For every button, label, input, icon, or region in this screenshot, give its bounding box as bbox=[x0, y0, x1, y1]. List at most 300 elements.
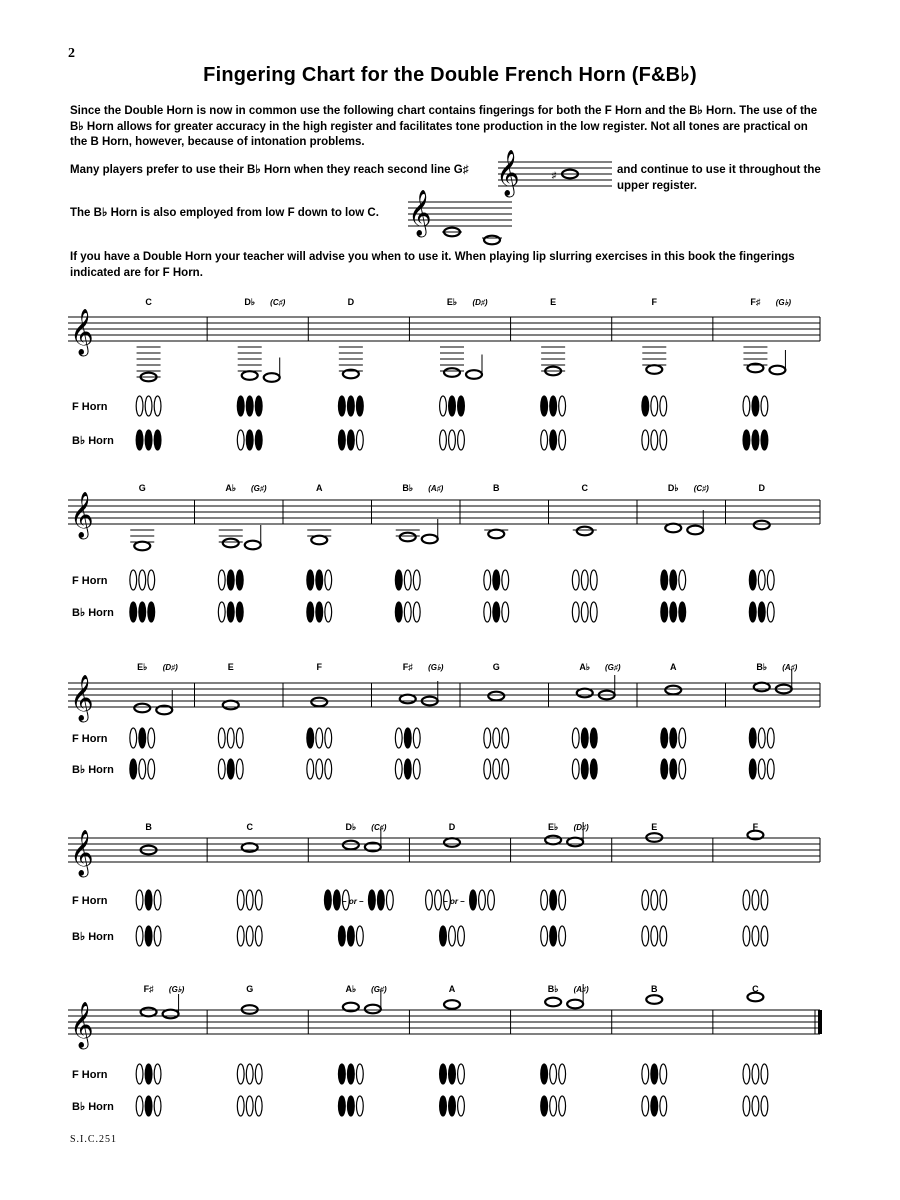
f-horn-valve bbox=[758, 570, 765, 590]
bb-horn-valve bbox=[758, 759, 765, 779]
f-horn-valve bbox=[136, 890, 143, 910]
f-horn-valve bbox=[651, 890, 658, 910]
page-title: Fingering Chart for the Double French Horn (F&B♭) bbox=[203, 64, 697, 86]
bb-horn-valve bbox=[145, 926, 152, 946]
note-head bbox=[134, 704, 150, 713]
bb-horn-valve bbox=[145, 1096, 152, 1116]
f-horn-valve bbox=[395, 570, 402, 590]
note-name: B♭ bbox=[402, 483, 414, 493]
bb-horn-valve bbox=[761, 430, 768, 450]
f-horn-valve bbox=[413, 570, 420, 590]
bb-horn-valve bbox=[395, 602, 402, 622]
f-horn-valve bbox=[255, 396, 262, 416]
bb-horn-valve bbox=[660, 1096, 667, 1116]
bb-horn-valve bbox=[670, 602, 677, 622]
bb-horn-valve bbox=[458, 1096, 465, 1116]
note-head bbox=[311, 536, 327, 545]
f-horn-valve bbox=[484, 728, 491, 748]
note-name: F bbox=[651, 297, 658, 307]
f-horn-valve bbox=[130, 728, 137, 748]
bb-horn-valve bbox=[541, 430, 548, 450]
f-horn-valve bbox=[541, 396, 548, 416]
intro-paragraph-1: Since the Double Horn is now in common use the following chart contains fingerings for both the F Horn and the B♭ Horn. The use of the B♭ Horn allows for greater accuracy in the high register and facilitates tone production in the low register. Not all tones are practical on the B Horn, however, because of intonation problems. bbox=[70, 105, 818, 148]
bb-horn-valve bbox=[458, 430, 465, 450]
f-horn-valve bbox=[749, 728, 756, 748]
treble-clef-icon: 𝄞 bbox=[70, 675, 94, 721]
f-horn-valve bbox=[749, 570, 756, 590]
note-name: B bbox=[145, 822, 152, 832]
bb-horn-valve bbox=[356, 926, 363, 946]
note-head bbox=[242, 1005, 258, 1014]
f-horn-valve bbox=[550, 890, 557, 910]
enharmonic-note-head bbox=[163, 1010, 179, 1019]
note-head bbox=[400, 533, 416, 542]
bb-horn-valve bbox=[347, 926, 354, 946]
f-horn-valve bbox=[246, 396, 253, 416]
bb-horn-valve bbox=[136, 926, 143, 946]
f-horn-valve bbox=[139, 728, 146, 748]
f-horn-valve bbox=[541, 890, 548, 910]
bb-horn-valve bbox=[316, 759, 323, 779]
note-enharmonic: (A♯) bbox=[782, 663, 798, 672]
note-name: C bbox=[581, 483, 588, 493]
note-name: D♭ bbox=[244, 297, 256, 307]
f-horn-valve bbox=[752, 890, 759, 910]
f-horn-valve bbox=[559, 1064, 566, 1084]
note-name: D♭ bbox=[667, 483, 679, 493]
bb-horn-valve bbox=[651, 926, 658, 946]
bb-horn-valve bbox=[749, 759, 756, 779]
bb-horn-valve bbox=[502, 759, 509, 779]
f-horn-valve bbox=[227, 728, 234, 748]
note-name: E♭ bbox=[548, 822, 559, 832]
f-horn-valve bbox=[559, 396, 566, 416]
f-horn-valve-alt bbox=[488, 890, 495, 910]
bb-horn-valve bbox=[581, 602, 588, 622]
inline-note-low-c bbox=[484, 236, 500, 245]
bb-horn-valve bbox=[590, 602, 597, 622]
note-head bbox=[665, 686, 681, 695]
f-horn-valve bbox=[338, 396, 345, 416]
note-head bbox=[400, 695, 416, 704]
treble-clef-icon: 𝄞 bbox=[70, 492, 94, 538]
bb-horn-valve bbox=[642, 430, 649, 450]
bb-horn-valve bbox=[679, 759, 686, 779]
note-head bbox=[545, 836, 561, 845]
bb-horn-valve bbox=[642, 926, 649, 946]
bb-horn-valve bbox=[767, 602, 774, 622]
f-horn-valve bbox=[324, 890, 331, 910]
bb-horn-valve bbox=[154, 430, 161, 450]
bb-horn-valve bbox=[502, 602, 509, 622]
note-head bbox=[223, 539, 239, 548]
f-horn-valve-alt bbox=[386, 890, 393, 910]
note-name: B♭ bbox=[756, 662, 768, 672]
bb-horn-valve bbox=[154, 1096, 161, 1116]
bb-horn-valve bbox=[154, 926, 161, 946]
bb-horn-valve bbox=[752, 430, 759, 450]
f-horn-valve bbox=[761, 396, 768, 416]
note-name: D bbox=[758, 483, 765, 493]
enharmonic-note-head bbox=[365, 1005, 381, 1014]
note-name: E♭ bbox=[446, 297, 458, 307]
f-horn-valve bbox=[145, 1064, 152, 1084]
bb-horn-valve bbox=[413, 759, 420, 779]
f-horn-valve bbox=[761, 1064, 768, 1084]
note-name: E bbox=[227, 662, 234, 672]
f-horn-valve bbox=[347, 1064, 354, 1084]
f-horn-valve bbox=[307, 570, 314, 590]
bb-horn-valve bbox=[255, 926, 262, 946]
bb-horn-valve bbox=[307, 602, 314, 622]
bb-horn-valve bbox=[449, 926, 456, 946]
or-label: – or – bbox=[443, 897, 465, 906]
note-head bbox=[141, 1008, 157, 1017]
f-horn-valve bbox=[130, 570, 137, 590]
f-horn-valve bbox=[356, 396, 363, 416]
bb-horn-valve bbox=[449, 430, 456, 450]
or-label: – or – bbox=[342, 897, 364, 906]
bb-horn-valve bbox=[237, 430, 244, 450]
bb-horn-valve bbox=[651, 1096, 658, 1116]
enharmonic-note-head bbox=[245, 541, 261, 550]
note-name: D♭ bbox=[345, 822, 357, 832]
f-horn-valve bbox=[550, 1064, 557, 1084]
note-name: C bbox=[246, 822, 253, 832]
bb-horn-valve bbox=[136, 1096, 143, 1116]
note-head bbox=[665, 524, 681, 533]
bb-horn-valve bbox=[130, 602, 137, 622]
bb-horn-valve bbox=[218, 759, 225, 779]
f-horn-valve bbox=[316, 728, 323, 748]
bb-horn-valve bbox=[743, 1096, 750, 1116]
note-name: F♯ bbox=[402, 662, 413, 672]
row-label-bb-horn: B♭ Horn bbox=[72, 931, 114, 943]
f-horn-valve bbox=[154, 396, 161, 416]
f-horn-valve bbox=[145, 396, 152, 416]
note-head bbox=[488, 692, 504, 701]
bb-horn-valve bbox=[590, 759, 597, 779]
bb-horn-valve bbox=[679, 602, 686, 622]
note-enharmonic: (G♯) bbox=[371, 985, 387, 994]
note-name: B bbox=[651, 984, 658, 994]
note-head bbox=[242, 371, 258, 380]
f-horn-valve bbox=[404, 728, 411, 748]
f-horn-valve bbox=[590, 728, 597, 748]
note-name: F♯ bbox=[143, 984, 154, 994]
f-horn-valve bbox=[218, 570, 225, 590]
f-horn-valve bbox=[316, 570, 323, 590]
enharmonic-note-head bbox=[567, 838, 583, 847]
note-head bbox=[646, 365, 662, 374]
row-label-bb-horn: B♭ Horn bbox=[72, 435, 114, 447]
note-name: A♭ bbox=[345, 984, 357, 994]
f-horn-valve bbox=[154, 890, 161, 910]
f-horn-valve bbox=[307, 728, 314, 748]
bb-horn-valve bbox=[130, 759, 137, 779]
note-enharmonic: (C♯) bbox=[693, 484, 709, 493]
f-horn-valve bbox=[660, 396, 667, 416]
bb-horn-valve bbox=[440, 430, 447, 450]
note-enharmonic: (G♭) bbox=[428, 663, 444, 672]
intro-paragraph-4: If you have a Double Horn your teacher will advise you when to use it. When playing lip slurring exercises in this book the fingerings indicated are for F Horn. bbox=[70, 251, 795, 279]
f-horn-valve bbox=[333, 890, 340, 910]
bb-horn-valve bbox=[148, 759, 155, 779]
treble-clef-icon: 𝄞 bbox=[70, 309, 94, 355]
f-horn-valve bbox=[642, 1064, 649, 1084]
f-horn-valve bbox=[670, 570, 677, 590]
f-horn-valve bbox=[767, 570, 774, 590]
bb-horn-valve bbox=[338, 1096, 345, 1116]
bb-horn-valve bbox=[449, 1096, 456, 1116]
note-name: D bbox=[448, 822, 456, 832]
note-name: A bbox=[316, 483, 323, 493]
f-horn-valve bbox=[145, 890, 152, 910]
f-horn-valve bbox=[502, 570, 509, 590]
note-name: F bbox=[752, 822, 759, 832]
bb-horn-valve bbox=[139, 759, 146, 779]
note-head bbox=[646, 995, 662, 1004]
f-horn-valve bbox=[325, 570, 332, 590]
row-label-bb-horn: B♭ Horn bbox=[72, 1101, 114, 1113]
bb-horn-valve bbox=[541, 926, 548, 946]
bb-horn-valve bbox=[761, 1096, 768, 1116]
f-horn-valve bbox=[440, 1064, 447, 1084]
f-horn-valve bbox=[154, 1064, 161, 1084]
f-horn-valve bbox=[670, 728, 677, 748]
bb-horn-valve bbox=[347, 430, 354, 450]
bb-horn-valve bbox=[395, 759, 402, 779]
bb-horn-valve bbox=[255, 430, 262, 450]
f-horn-valve bbox=[761, 890, 768, 910]
row-label-f-horn: F Horn bbox=[72, 575, 108, 587]
f-horn-valve bbox=[338, 1064, 345, 1084]
note-head bbox=[754, 683, 770, 692]
f-horn-valve bbox=[484, 570, 491, 590]
note-head bbox=[488, 530, 504, 539]
f-horn-valve bbox=[541, 1064, 548, 1084]
bb-horn-valve bbox=[670, 759, 677, 779]
note-name: C bbox=[145, 297, 152, 307]
f-horn-valve bbox=[752, 396, 759, 416]
note-enharmonic: (G♭) bbox=[775, 298, 792, 307]
bb-horn-valve bbox=[572, 759, 579, 779]
bb-horn-valve bbox=[550, 430, 557, 450]
f-horn-valve bbox=[139, 570, 146, 590]
bb-horn-valve bbox=[758, 602, 765, 622]
f-horn-valve bbox=[559, 890, 566, 910]
note-head bbox=[444, 1000, 460, 1009]
note-enharmonic: (C♯) bbox=[371, 823, 387, 832]
note-name: A bbox=[670, 662, 677, 672]
bb-horn-valve bbox=[338, 926, 345, 946]
bb-horn-valve bbox=[413, 602, 420, 622]
f-horn-valve bbox=[550, 396, 557, 416]
note-head bbox=[646, 833, 662, 842]
f-horn-valve bbox=[581, 728, 588, 748]
note-head bbox=[343, 841, 359, 850]
note-name: D bbox=[347, 297, 355, 307]
enharmonic-note-head bbox=[687, 526, 703, 535]
f-horn-valve bbox=[218, 728, 225, 748]
bb-horn-valve bbox=[651, 430, 658, 450]
bb-horn-valve bbox=[316, 602, 323, 622]
treble-clef-icon: 𝄞 bbox=[70, 830, 94, 876]
note-enharmonic: (G♯) bbox=[604, 663, 621, 672]
f-horn-valve bbox=[426, 890, 433, 910]
sharp-icon: ♯ bbox=[551, 170, 557, 180]
note-enharmonic: (A♯) bbox=[573, 985, 589, 994]
treble-clef-icon: 𝄞 bbox=[496, 150, 520, 196]
f-horn-valve bbox=[651, 1064, 658, 1084]
f-horn-valve bbox=[660, 1064, 667, 1084]
bb-horn-valve bbox=[761, 926, 768, 946]
f-horn-valve bbox=[136, 396, 143, 416]
bb-horn-valve bbox=[559, 430, 566, 450]
note-enharmonic: (D♯) bbox=[573, 823, 589, 832]
f-horn-valve bbox=[325, 728, 332, 748]
bb-horn-valve bbox=[356, 1096, 363, 1116]
f-horn-valve bbox=[660, 890, 667, 910]
bb-horn-valve bbox=[136, 430, 143, 450]
f-horn-valve bbox=[227, 570, 234, 590]
f-horn-valve bbox=[237, 396, 244, 416]
f-horn-valve bbox=[255, 1064, 262, 1084]
bb-horn-valve bbox=[484, 759, 491, 779]
bb-horn-valve bbox=[440, 926, 447, 946]
note-name: F bbox=[316, 662, 322, 672]
bb-horn-valve bbox=[642, 1096, 649, 1116]
note-head bbox=[242, 843, 258, 852]
f-horn-valve bbox=[246, 1064, 253, 1084]
bb-horn-valve bbox=[559, 1096, 566, 1116]
note-enharmonic: (A♯) bbox=[428, 484, 444, 493]
note-head bbox=[754, 521, 770, 530]
row-label-bb-horn: B♭ Horn bbox=[72, 607, 114, 619]
enharmonic-note-head bbox=[567, 1000, 583, 1009]
bb-horn-valve bbox=[660, 430, 667, 450]
f-horn-valve bbox=[347, 396, 354, 416]
f-horn-valve bbox=[767, 728, 774, 748]
bb-horn-valve bbox=[550, 1096, 557, 1116]
note-name: F♯ bbox=[750, 297, 761, 307]
note-head bbox=[444, 368, 460, 377]
bb-horn-valve bbox=[752, 926, 759, 946]
f-horn-valve-alt bbox=[479, 890, 486, 910]
treble-clef-icon: 𝄞 bbox=[70, 1002, 94, 1048]
f-horn-valve bbox=[642, 890, 649, 910]
enharmonic-note-head bbox=[769, 366, 785, 375]
bb-horn-valve bbox=[307, 759, 314, 779]
note-head bbox=[577, 689, 593, 698]
bb-horn-valve bbox=[661, 759, 668, 779]
f-horn-valve bbox=[581, 570, 588, 590]
f-horn-valve bbox=[590, 570, 597, 590]
bb-horn-valve bbox=[581, 759, 588, 779]
f-horn-valve bbox=[572, 728, 579, 748]
note-name: B bbox=[493, 483, 500, 493]
note-name: G bbox=[246, 984, 254, 994]
intro-paragraph-3: The B♭ Horn is also employed from low F down to low C. bbox=[70, 207, 379, 219]
bb-horn-valve bbox=[237, 1096, 244, 1116]
note-name: E bbox=[550, 297, 557, 307]
bb-horn-valve bbox=[661, 602, 668, 622]
bb-horn-valve bbox=[572, 602, 579, 622]
note-name: C bbox=[752, 984, 759, 994]
bb-horn-valve bbox=[767, 759, 774, 779]
bb-horn-valve bbox=[325, 759, 332, 779]
f-horn-valve bbox=[758, 728, 765, 748]
row-label-f-horn: F Horn bbox=[72, 401, 108, 413]
bb-horn-valve bbox=[404, 759, 411, 779]
note-name: A♭ bbox=[225, 483, 237, 493]
bb-horn-valve bbox=[236, 602, 243, 622]
bb-horn-valve bbox=[493, 602, 500, 622]
bb-horn-valve bbox=[484, 602, 491, 622]
f-horn-valve bbox=[661, 570, 668, 590]
note-head bbox=[223, 701, 239, 710]
note-enharmonic: (D♯) bbox=[162, 663, 178, 672]
f-horn-valve bbox=[404, 570, 411, 590]
note-name: A bbox=[448, 984, 456, 994]
f-horn-valve bbox=[743, 890, 750, 910]
row-label-f-horn: F Horn bbox=[72, 895, 108, 907]
note-head bbox=[444, 838, 460, 847]
note-enharmonic: (D♯) bbox=[472, 298, 488, 307]
bb-horn-valve bbox=[440, 1096, 447, 1116]
bb-horn-valve bbox=[347, 1096, 354, 1116]
f-horn-valve bbox=[458, 396, 465, 416]
bb-horn-valve bbox=[255, 1096, 262, 1116]
footer-code: S.I.C.251 bbox=[70, 1134, 118, 1145]
bb-horn-valve bbox=[246, 430, 253, 450]
bb-horn-valve bbox=[236, 759, 243, 779]
f-horn-valve bbox=[246, 890, 253, 910]
bb-horn-valve bbox=[743, 926, 750, 946]
f-horn-valve bbox=[449, 396, 456, 416]
bb-horn-valve bbox=[404, 602, 411, 622]
note-name: B♭ bbox=[547, 984, 559, 994]
bb-horn-valve bbox=[550, 926, 557, 946]
bb-horn-valve bbox=[338, 430, 345, 450]
enharmonic-note-head bbox=[264, 373, 280, 382]
note-name: G bbox=[138, 483, 146, 493]
bb-horn-valve bbox=[145, 430, 152, 450]
intro-paragraph-2-text: Many players prefer to use their B♭ Horn when they reach second line G♯ bbox=[70, 164, 469, 176]
f-horn-valve bbox=[236, 570, 243, 590]
note-enharmonic: (C♯) bbox=[270, 298, 286, 307]
f-horn-valve bbox=[651, 396, 658, 416]
f-horn-valve bbox=[743, 1064, 750, 1084]
bb-horn-valve bbox=[227, 602, 234, 622]
enharmonic-note-head bbox=[422, 535, 438, 544]
bb-horn-valve bbox=[749, 602, 756, 622]
bb-horn-valve bbox=[325, 602, 332, 622]
f-horn-valve bbox=[136, 1064, 143, 1084]
f-horn-valve bbox=[440, 396, 447, 416]
f-horn-valve-alt bbox=[470, 890, 477, 910]
bb-horn-valve bbox=[227, 759, 234, 779]
enharmonic-note-head bbox=[466, 370, 482, 379]
f-horn-valve bbox=[356, 1064, 363, 1084]
f-horn-valve bbox=[449, 1064, 456, 1084]
f-horn-valve bbox=[237, 890, 244, 910]
note-head bbox=[134, 542, 150, 551]
bb-horn-valve bbox=[356, 430, 363, 450]
treble-clef-icon: 𝄞 bbox=[408, 190, 432, 236]
f-horn-valve bbox=[237, 1064, 244, 1084]
row-label-f-horn: F Horn bbox=[72, 733, 108, 745]
